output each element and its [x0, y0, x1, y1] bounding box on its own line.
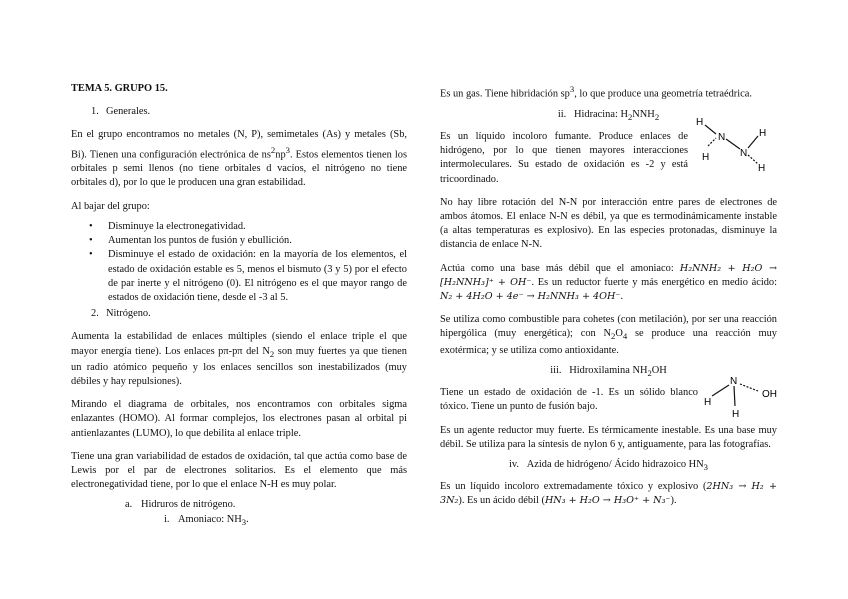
text: son muy fuertes ya que tienen un radio atómico pequeño y los enlaces sencillos son inestabilizados (muy débiles y hay repulsiones). — [71, 345, 407, 387]
text: , lo que produce una geometría tetraédrica. — [574, 88, 752, 100]
paragraph-hidroxilamina-solido: Tiene un estado de oxidación de -1. Es un sólido blanco tóxico. Tiene un punto de fusión bajo. — [440, 387, 698, 413]
atom-label: H — [696, 117, 704, 128]
paragraph-azida — [440, 480, 777, 508]
equation: HN₃ + H₂O → H₃O⁺ + N₃⁻ — [544, 495, 671, 507]
text: Es un líquido incoloro extremadamente tóxico y explosivo ( — [440, 481, 707, 493]
subscript: 2 — [269, 348, 275, 359]
hydroxylamine-structure — [698, 372, 788, 422]
superscript: 3 — [285, 144, 290, 155]
section-label: Nitrógeno. — [106, 308, 151, 320]
subsection-roman: i. — [164, 513, 170, 525]
section-generales — [91, 105, 407, 119]
paragraph-rotacion: No hay libre rotación del N-N por interacción entre pares de electrones de ambos átomos. El enlace N-N es débil, ya que es termodinámicamente instable (a altas temperaturas es explosivo). En las especies protonadas, disminuye la distancia de enlace N-N. — [440, 196, 777, 251]
text: O — [615, 328, 623, 340]
bond — [748, 136, 758, 148]
paragraph-hidracina-liquido: Es un líquido incoloro fumante. Produce enlaces de hidrógeno, por lo que tienen mayores interacciones intermoleculares. Su estado de oxidación es -2 y está tricoordinado. — [440, 130, 688, 185]
subscript: 2 — [647, 367, 652, 378]
text: np — [275, 149, 286, 161]
paragraph-bajar-grupo: Al bajar del grupo: — [71, 200, 150, 212]
section-label: Generales. — [106, 106, 151, 118]
subsection-label: Hidruros de nitrógeno. — [141, 499, 236, 511]
bond — [705, 125, 716, 134]
paragraph-enlaces — [71, 330, 407, 389]
bond — [740, 384, 758, 391]
subsection-label: Amoniaco: NH — [178, 513, 242, 525]
atom-label: H — [702, 152, 710, 163]
paragraph-combustible — [440, 313, 777, 358]
paragraph-orbitales: Mirando el diagrama de orbitales, nos encontramos con orbitales sigma enlazantes (HOMO). Al formar complejos, los electrones pasan al orbital pi antienlazantes (LUMO), lo que debilita al enlace triple. — [71, 399, 407, 439]
subscript: 3 — [703, 462, 708, 473]
atom-label: N — [718, 132, 726, 143]
text: ). Es un ácido débil ( — [458, 495, 545, 507]
text: NNH — [632, 108, 655, 120]
atom-label: H — [732, 409, 740, 420]
heading-roman: iv. — [508, 458, 519, 470]
subsection-hidruros — [125, 498, 407, 512]
bond — [712, 385, 729, 396]
heading-label: Hidroxilamina NH — [569, 364, 648, 376]
heading-roman: iii. — [550, 364, 562, 376]
paragraph-amoniaco-gas — [440, 82, 777, 102]
heading-azida — [440, 458, 777, 474]
text: Actúa como una base más débil que el amoniaco: — [440, 262, 680, 274]
hydrazine-structure — [690, 112, 780, 172]
trend-list — [71, 220, 407, 305]
atom-label: H — [759, 128, 767, 139]
subscript: 2 — [654, 111, 660, 122]
text: . — [246, 513, 249, 525]
list-item: • Disminuye la electronegatividad. — [89, 220, 407, 234]
text: . Es un reductor fuerte y más energético en medio ácido: — [531, 276, 777, 288]
superscript: 2 — [270, 144, 276, 155]
superscript: 3 — [569, 84, 575, 94]
atom-label: OH — [762, 389, 777, 400]
bond — [708, 138, 716, 146]
heading-label: Hidracina: H — [574, 108, 628, 120]
text: Aumenta la estabilidad de enlaces múltiples (siendo el enlace triple el que mayor energía tiene). Los enlaces pπ-pπ del N — [71, 331, 407, 357]
heading-roman: ii. — [557, 108, 567, 120]
text: . Estos elementos tienen los orbitales p semi llenos (no tiene orbitales d vacíos, el nitrógeno no tiene orbitales d), por lo que le producen una gran estabilidad. — [71, 149, 408, 189]
subscript: 2 — [611, 331, 616, 342]
atom-label: H — [704, 397, 712, 408]
equation: H₂NNH₂ + H₂O → [H₂NNH₃]⁺ + OH⁻ — [440, 262, 777, 288]
left-column — [71, 82, 407, 529]
section-number: 1. — [91, 106, 99, 118]
atom-label: H — [758, 163, 766, 172]
section-number: 2. — [91, 308, 99, 320]
heading-label: Azida de hidrógeno/ Ácido hidrazoico HN — [526, 458, 704, 470]
text: se produce una reacción muy exotérmica; y se utiliza como antioxidante. — [440, 328, 777, 356]
text: OH — [651, 364, 667, 376]
subscript: 2 — [627, 111, 633, 122]
text: . — [620, 290, 624, 302]
paragraph-base-debil — [440, 262, 777, 305]
paragraph-agente-reductor: Es un agente reductor muy fuerte. Es térmicamente inestable. Es una base muy débil. Se utiliza para la síntesis de nylon 6 y, antiguamente, para las fotografías. — [440, 424, 777, 450]
list-item: • Disminuye el estado de oxidación: en la mayoría de los elementos, el estado de oxidación estable es 5, menos el bismuto (3 y 5) por el efecto de par inerte y el nitrógeno (0). El nitrógeno es el que mayor rango de estados de oxidación tiene, desde el -3 al 5. — [89, 248, 407, 305]
subsection-letter: a. — [125, 499, 133, 511]
bond — [734, 386, 735, 406]
subscript: 4 — [622, 331, 628, 342]
list-item: • Aumentan los puntos de fusión y ebullición. — [89, 234, 407, 248]
section-nitrogeno — [91, 307, 407, 321]
paragraph-oxidacion: Tiene una gran variabilidad de estados de oxidación, tal que actúa como base de Lewis por el par de electrones solitarios. Es el elemento que más electronegatividad tiene, por lo que el enlace N-H es muy polar. — [71, 450, 407, 491]
equation: 2HN₃ → H₂ + 3N₂ — [440, 481, 777, 507]
bond — [748, 155, 758, 164]
text: Se utiliza como combustible para cohetes (con metilación), por ser una reacción hipergólica (muy energética); con N — [440, 314, 777, 340]
bond — [726, 139, 740, 149]
subscript: 3 — [241, 516, 247, 527]
atom-label: N — [730, 376, 738, 387]
text: ). — [670, 495, 677, 507]
page-title: TEMA 5. GRUPO 15. — [71, 83, 168, 94]
text: En el grupo encontramos no metales (N, P), semimetales (As) y metales (Sb, Bi). Tienen una configuración electrónica de ns — [71, 129, 407, 161]
text: Es un gas. Tiene hibridación sp — [440, 88, 570, 100]
atom-label: N — [740, 148, 748, 159]
subsection-amoniaco — [164, 513, 407, 529]
paragraph-configuracion — [71, 128, 407, 190]
equation: N₂ + 4H₂O + 4e⁻ → H₂NNH₃ + 4OH⁻ — [440, 290, 621, 302]
